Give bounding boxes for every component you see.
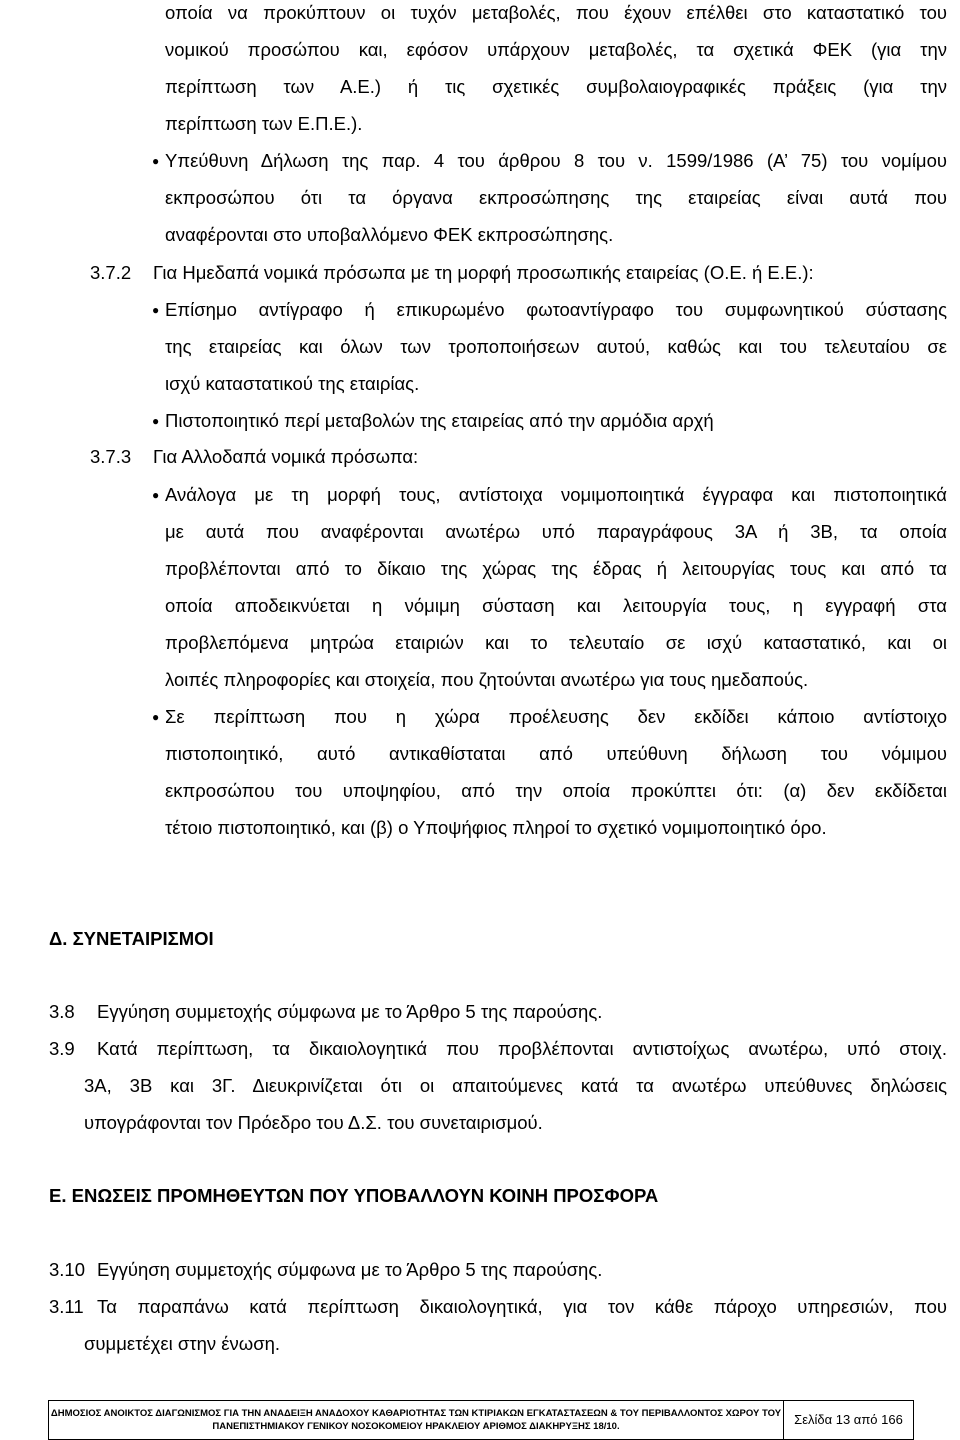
item-number: 3.10 [49,1259,86,1280]
bullet-line: πιστοποιητικό, αυτό αντικαθίσταται από υπεύθυνη δήλωση του νόμιμου [165,743,947,764]
bullet-line: με αυτά που αναφέρονται ανωτέρω υπό παραγράφους 3Α ή 3Β, τα οποία [165,521,947,542]
paragraph-line: νομικού προσώπου και, εφόσον υπάρχουν μεταβολές, τα σχετικά ΦΕΚ (για την [165,39,947,60]
page-footer [48,1400,914,1440]
bullet-line: εκπροσώπου του υποψηφίου, από την οποία προκύπτει ότι: (α) δεν εκδίδεται [165,780,947,801]
paragraph-line: οποία να προκύπτουν οι τυχόν μεταβολές, που έχουν επέλθει στο καταστατικό του [165,2,947,23]
bullet-icon: ● [152,303,160,317]
bullet-line: αναφέρονται στο υποβαλλόμενο ΦΕΚ εκπροσώπησης. [165,224,614,245]
section-title: Για Αλλοδαπά νομικά πρόσωπα: [153,446,419,467]
bullet-line: Υπεύθυνη Δήλωση της παρ. 4 του άρθρου 8 του ν. 1599/1986 (Α’ 75) του νομίμου [165,150,947,171]
bullet-icon: ● [152,414,160,428]
bullet-line: Επίσημο αντίγραφο ή επικυρωμένο φωτοαντίγραφο του συμφωνητικού σύστασης [165,299,947,320]
section-heading: Δ. ΣΥΝΕΤΑΙΡΙΣΜΟΙ [49,928,214,949]
section-number: 3.7.2 [90,262,132,283]
bullet-line: Πιστοποιητικό περί μεταβολών της εταιρείας από την αρμόδια αρχή [165,410,714,431]
bullet-line: προβλέπονται από το δίκαιο της χώρας της έδρας ή λειτουργίας τους και από τα [165,558,947,579]
bullet-line: ισχύ καταστατικού της εταιρίας. [165,373,420,394]
item-text: 3Α, 3Β και 3Γ. Διευκρινίζεται ότι οι απαιτούμενες κατά τα ανωτέρω υπεύθυνες δηλώσεις [84,1075,947,1096]
bullet-icon: ● [152,154,160,168]
section-title: Για Ημεδαπά νομικά πρόσωπα με τη μορφή προσωπικής εταιρείας (Ο.Ε. ή Ε.Ε.): [153,262,814,283]
item-text: Εγγύηση συμμετοχής σύμφωνα με το Άρθρο 5 της παρούσης. [97,1259,603,1280]
item-number: 3.11 [49,1296,84,1317]
bullet-icon: ● [152,710,160,724]
item-number: 3.9 [49,1038,75,1059]
page-number: Σελίδα 13 από 166 [794,1412,903,1427]
bullet-icon: ● [152,488,160,502]
section-heading: Ε. ΕΝΩΣΕΙΣ ΠΡΟΜΗΘΕΥΤΩΝ ΠΟΥ ΥΠΟΒΑΛΛΟΥΝ ΚΟΙΝΗ ΠΡΟΣΦΟΡΑ [49,1185,659,1206]
bullet-line: Ανάλογα με τη μορφή τους, αντίστοιχα νομιμοποιητικά έγγραφα και πιστοποιητικά [165,484,947,505]
bullet-line: λοιπές πληροφορίες και στοιχεία, που ζητούνται ανωτέρω για τους ημεδαπούς. [165,669,809,690]
item-text: Εγγύηση συμμετοχής σύμφωνα με το Άρθρο 5 της παρούσης. [97,1001,603,1022]
section-number: 3.7.3 [90,446,132,467]
footer-line: ΠΑΝΕΠΙΣΤΗΜΙΑΚΟΥ ΓΕΝΙΚΟΥ ΝΟΣΟΚΟΜΕΙΟΥ ΗΡΑΚΛΕΙΟΥ ΑΡΙΘΜΟΣ ΔΙΑΚΗΡΥΞΗΣ 18/10. [212,1421,620,1432]
footer-line: ΔΗΜΟΣΙΟΣ ΑΝΟΙΚΤΟΣ ΔΙΑΓΩΝΙΣΜΟΣ ΓΙΑ ΤΗΝ ΑΝΑΔΕΙΞΗ ΑΝΑΔΟΧΟΥ ΚΑΘΑΡΙΟΤΗΤΑΣ ΤΩΝ ΚΤΙΡΙΑΚΩΝ ΕΓΚΑΤΑΣΤΑΣΕΩΝ & ΤΟΥ ΠΕΡΙΒΑΛΛΟΝΤΟΣ ΧΩΡΟΥ ΤΟΥ [50,1408,782,1419]
paragraph-line: περίπτωση των Α.Ε.) ή τις σχετικές συμβολαιογραφικές πράξεις (για την [165,76,947,97]
bullet-line: οποία αποδεικνύεται η νόμιμη σύσταση και λειτουργία τους, η εγγραφή στα [165,595,947,616]
item-text: Τα παραπάνω κατά περίπτωση δικαιολογητικά, για τον κάθε πάροχο υπηρεσιών, που [97,1296,947,1317]
footer-title [49,1401,784,1439]
bullet-line: Σε περίπτωση που η χώρα προέλευσης δεν εκδίδει κάποιο αντίστοιχο [165,706,947,727]
item-text: Κατά περίπτωση, τα δικαιολογητικά που προβλέπονται αντιστοίχως ανωτέρω, υπό στοιχ. [97,1038,947,1059]
bullet-line: τέτοιο πιστοποιητικό, και (β) ο Υποψήφιος πληροί το σχετικό νομιμοποιητικό όρο. [165,817,827,838]
bullet-line: εκπροσώπου ότι τα όργανα εκπροσώπησης της εταιρείας είναι αυτά που [165,187,947,208]
item-text: συμμετέχει στην ένωση. [84,1333,281,1354]
bullet-line: της εταιρείας και όλων των τροποποιήσεων αυτού, καθώς και του τελευταίου σε [165,336,947,357]
item-number: 3.8 [49,1001,75,1022]
item-text: υπογράφονται τον Πρόεδρο του Δ.Σ. του συνεταιρισμού. [84,1112,543,1133]
paragraph-line: περίπτωση των Ε.Π.Ε.). [165,113,363,134]
bullet-line: προβλεπόμενα μητρώα εταιριών και το τελευταίο σε ισχύ καταστατικό, και οι [165,632,947,653]
